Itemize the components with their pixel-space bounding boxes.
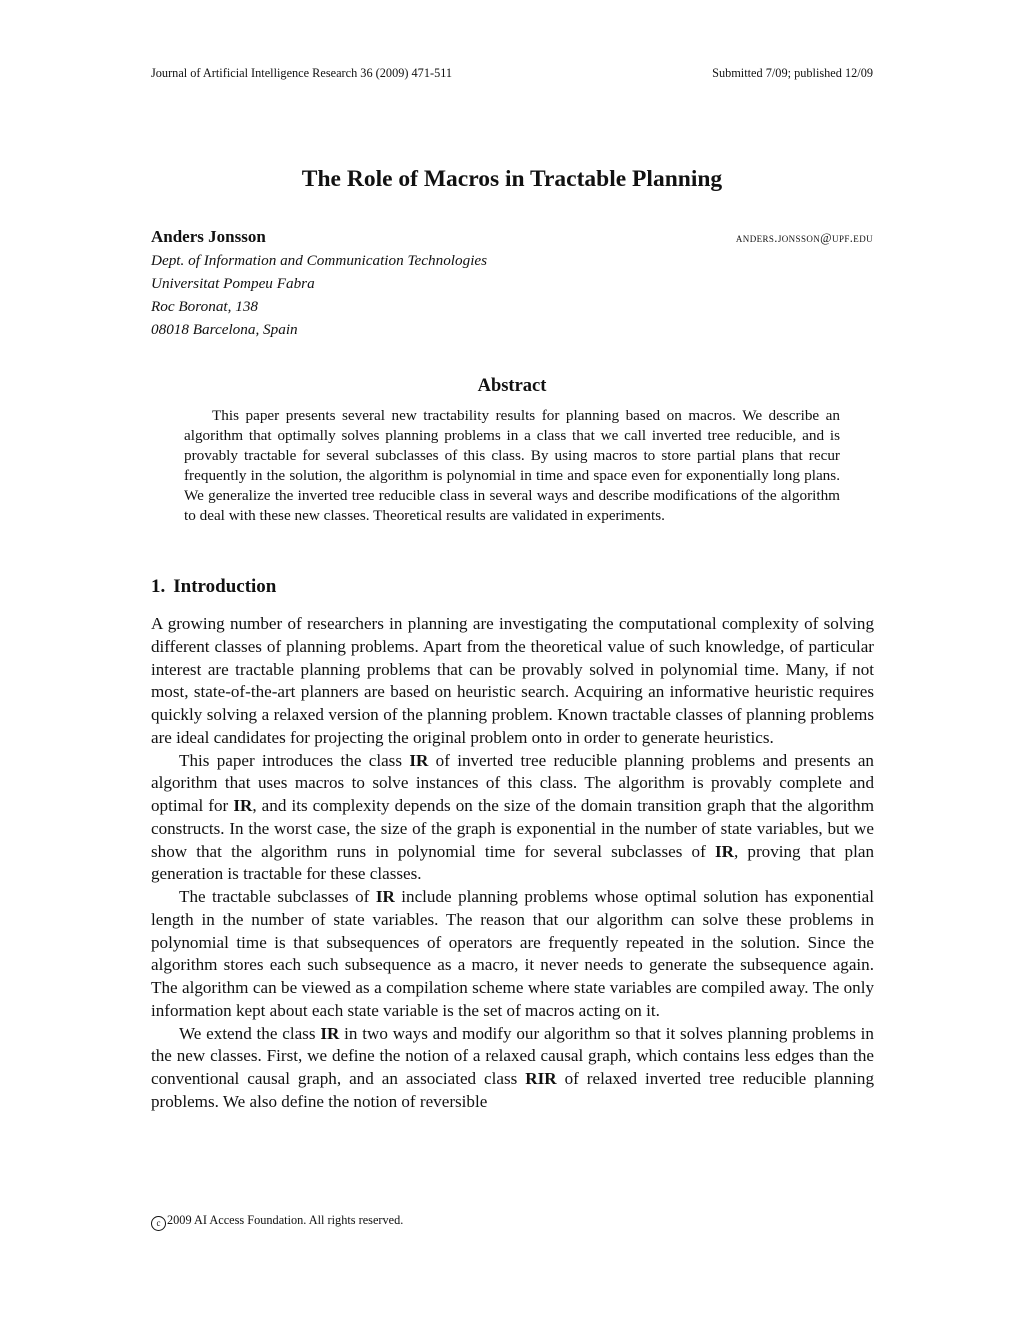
affiliation-city: 08018 Barcelona, Spain [151,321,298,338]
class-name-ir: IR [375,887,395,906]
paragraph-2: This paper introduces the class IR of inverted tree reducible planning problems and presents an algorithm that uses macros to solve instances of this class. The algorithm is provably complete and optimal for IR, and its complexity depends on the size of the domain transition graph that the algorithm constructs. In the worst case, the size of the graph is exponential in the number of state variables, but we show that the algorithm runs in polynomial time for several subclasses of IR, proving that plan generation is tractable for these classes. [151,750,875,884]
class-name-ir: IR [409,750,429,770]
affiliation-street: Roc Boronat, 138 [151,298,259,315]
paragraph-1: A growing number of researchers in planning are investigating the computational complexity of solving different classes of planning problems. Apart from the theoretical value of such knowledge, of particular interest are tractable planning problems that can be provably solved in polynomial time. Many, if not most, state-of-the-art planners are based on heuristic search. Acquiring an informative heuristic requires quickly solving a relaxed version of the planning problem. Known tractable classes of planning problems are ideal candidates for projecting the original problem onto in order to generate heuristics. [151,614,874,747]
author-name: Anders Jonsson [151,227,266,246]
running-head [151,66,873,81]
class-name-ir: IR [714,841,734,861]
copyright-footer [151,1213,403,1231]
section-title: Introduction [173,576,277,597]
journal-citation: Journal of Artificial Intelligence Research 36 (2009) 471-511 [151,66,453,80]
author-email: anders.jonsson@upf.edu [735,231,873,245]
class-name-rir: RIR [525,1069,557,1088]
section-body [151,613,874,1114]
author-block [151,227,873,341]
copyright-text: 2009 AI Access Foundation. All rights reserved. [167,1213,404,1227]
section-number: 1. [151,576,166,597]
section-heading [151,576,276,598]
submission-dates: Submitted 7/09; published 12/09 [712,66,873,80]
paper-title: The Role of Macros in Tractable Planning [301,166,723,192]
class-name-ir: IR [320,1023,340,1043]
abstract-heading: Abstract [477,376,547,396]
affiliation-department: Dept. of Information and Communication Technologies [151,252,488,269]
class-name-ir: IR [233,796,253,815]
paragraph-3: The tractable subclasses of IR include planning problems whose optimal solution has exponential length in the number of state variables. The reason that our algorithm can solve these problems in polynomial time is that subsequences of operators are frequently repeated in the solution. Since the algorithm stores each such subsequence as a macro, it never needs to generate the subsequence again. The algorithm can be viewed as a compilation scheme where state variables are compiled away. The only information kept about each state variable is the set of macros acting on it. [151,887,874,1020]
affiliation-university: Universitat Pompeu Fabra [151,275,315,292]
copyright-icon: c [151,1216,166,1231]
paragraph-4: We extend the class IR in two ways and modify our algorithm so that it solves planning problems in the new classes. First, we define the notion of a relaxed causal graph, which contains less edges than the conventional causal graph, and an associated class RIR of relaxed inverted tree reducible planning problems. We also define the notion of reversible [151,1023,874,1111]
abstract-text: This paper presents several new tractability results for planning based on macros. We describe an algorithm that optimally solves planning problems in a class that we call inverted tree reducible, and is provably tractable for several subclasses of this class. By using macros to store partial plans that recur frequently in the solution, the algorithm is polynomial in time and space even for exponentially long plans. We generalize the inverted tree reducible class in several ways and describe modifications of the algorithm to deal with these new classes. Theoretical results are validated in experiments. [184,407,840,525]
